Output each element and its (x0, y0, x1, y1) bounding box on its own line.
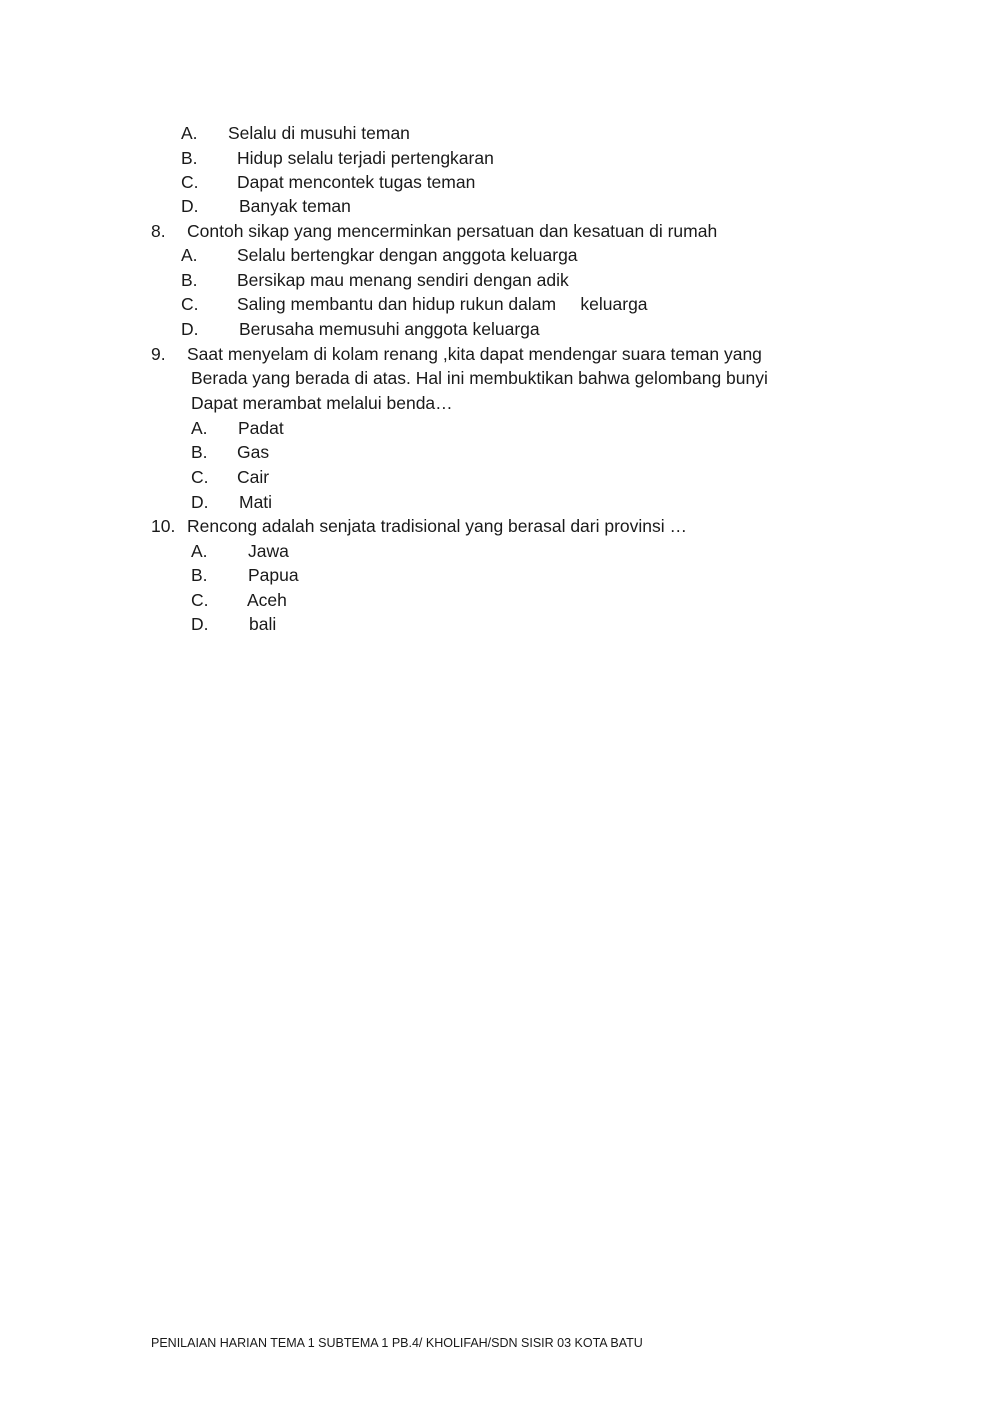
option-text: Berusaha memusuhi anggota keluarga (239, 319, 540, 339)
option-letter: D. (191, 614, 209, 634)
option-letter: B. (181, 148, 198, 168)
option-letter: D. (191, 492, 209, 512)
option-letter: C. (191, 467, 209, 487)
option-text: Selalu di musuhi teman (228, 123, 410, 143)
option-letter: D. (181, 196, 199, 216)
question-number: 10. (151, 516, 176, 536)
page-footer: PENILAIAN HARIAN TEMA 1 SUBTEMA 1 PB.4/ KHOLIFAH/SDN SISIR 03 KOTA BATU (151, 1336, 643, 1350)
option-text: Bersikap mau menang sendiri dengan adik (237, 270, 569, 290)
option-text: Padat (238, 418, 284, 438)
option-text: Mati (239, 492, 273, 512)
option-text: Hidup selalu terjadi pertengkaran (237, 148, 494, 168)
option-text: Jawa (248, 541, 289, 561)
question-number: 8. (151, 221, 166, 241)
option-text: Aceh (247, 590, 287, 610)
option-letter: C. (181, 294, 199, 314)
question-text-line-3: Dapat merambat melalui benda… (191, 393, 453, 413)
option-letter: A. (191, 541, 208, 561)
option-letter: B. (181, 270, 198, 290)
question-text: Contoh sikap yang mencerminkan persatuan dan kesatuan di rumah (187, 221, 718, 241)
option-letter: B. (191, 442, 208, 462)
question-text-line-2: Berada yang berada di atas. Hal ini membuktikan bahwa gelombang bunyi (191, 368, 768, 388)
option-text: Selalu bertengkar dengan anggota keluarga (237, 245, 578, 265)
question-number: 9. (151, 344, 166, 364)
option-text: Saling membantu dan hidup rukun dalam keluarga (237, 294, 648, 314)
option-text: Dapat mencontek tugas teman (237, 172, 476, 192)
q10-option-d (191, 612, 491, 708)
option-letter: A. (181, 245, 198, 265)
option-text: Papua (248, 565, 299, 585)
option-letter: C. (191, 590, 209, 610)
question-text: Rencong adalah senjata tradisional yang berasal dari provinsi … (187, 516, 688, 536)
question-text-line-1: Saat menyelam di kolam renang ,kita dapat mendengar suara teman yang (187, 344, 762, 364)
option-text: Cair (237, 467, 270, 487)
option-text: Banyak teman (239, 196, 351, 216)
option-letter: B. (191, 565, 208, 585)
option-letter: D. (181, 319, 199, 339)
option-letter: A. (191, 418, 208, 438)
option-letter: A. (181, 123, 198, 143)
option-text: Gas (237, 442, 270, 462)
option-letter: C. (181, 172, 199, 192)
option-text: bali (249, 614, 277, 634)
